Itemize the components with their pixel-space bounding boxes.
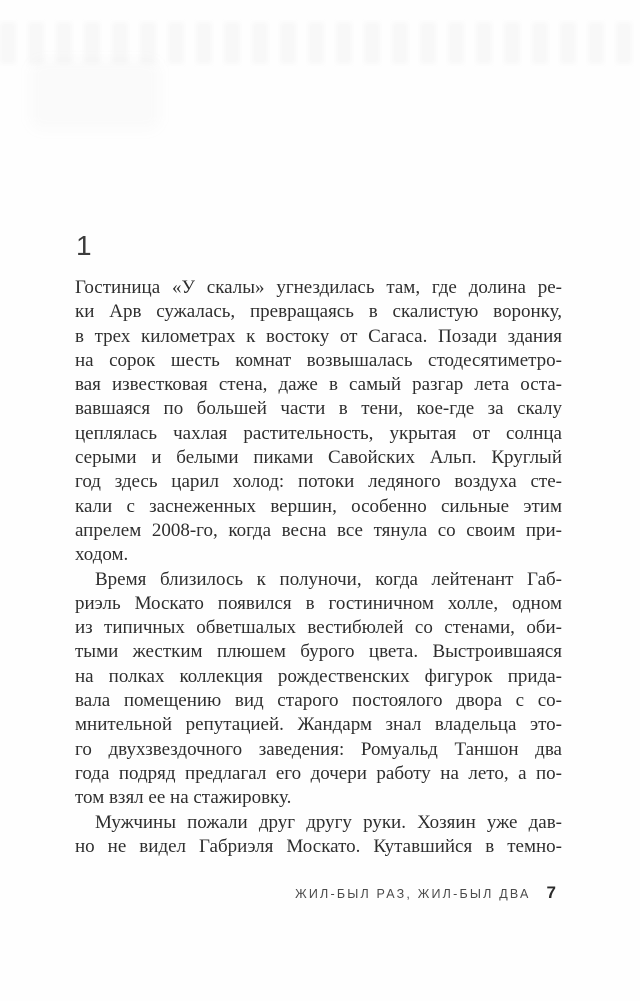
text-line: го двухзвездочного заведения: Ромуальд Таншон два (75, 738, 562, 760)
text-line: год здесь царил холод: потоки ледяного воздуха сте- (75, 471, 562, 493)
text-line: серыми и белыми пиками Савойских Альп. Круглый (75, 447, 562, 469)
text-line: цеплялась чахлая растительность, укрытая от солнца (75, 422, 562, 444)
text-line: риэль Москато появился в гостиничном холле, одном (75, 592, 562, 614)
text-line: том взял ее на стажировку. (75, 787, 292, 809)
text-line: кали с заснеженных вершин, особенно сильные этим (75, 495, 562, 517)
chapter-number: 1 (76, 230, 92, 261)
text-line: вавшаяся по большей части в тени, кое-где за скалу (75, 398, 562, 420)
text-line: на полках коллекция рождественских фигурок прида- (75, 665, 562, 687)
text-line: года подряд предлагал его дочери работу на лето, а по- (75, 762, 562, 784)
text-line: из типичных обветшалых вестибюлей со стенами, оби- (75, 617, 562, 639)
text-line: вая известковая стена, даже в самый разгар лета оста- (75, 374, 562, 396)
text-line: апрелем 2008-го, когда весна все тянула со своим при- (75, 519, 562, 541)
page-number: 7 (546, 883, 556, 902)
scan-artifact-top (0, 22, 640, 64)
body-text (75, 276, 562, 859)
text-line: тыми жестким плюшем бурого цвета. Выстроившаяся (75, 641, 562, 663)
text-line: в трех километрах к востоку от Сагаса. Позади здания (75, 325, 562, 347)
running-title: ЖИЛ-БЫЛ РАЗ, ЖИЛ-БЫЛ ДВА (295, 887, 531, 901)
text-line: Гостиница «У скалы» угнездилась там, где долина ре- (75, 277, 562, 298)
text-line: но не видел Габриэля Москато. Кутавшийся в темно- (75, 835, 562, 857)
text-line: на сорок шесть комнат возвышалась стодесятиметро- (75, 349, 562, 371)
text-line: мнительной репутацией. Жандарм знал владельца это- (75, 714, 562, 736)
scan-artifact-blob (30, 60, 160, 130)
text-line: Время близилось к полуночи, когда лейтенант Габ- (95, 568, 562, 590)
text-line: вала помещению вид старого постоялого двора с со- (75, 690, 562, 712)
text-line: ки Арв сужалась, превращаясь в скалистую воронку, (75, 301, 562, 323)
text-line: Мужчины пожали друг другу руки. Хозяин уже дав- (95, 811, 562, 833)
page-footer (295, 883, 556, 903)
text-line: ходом. (75, 544, 129, 566)
